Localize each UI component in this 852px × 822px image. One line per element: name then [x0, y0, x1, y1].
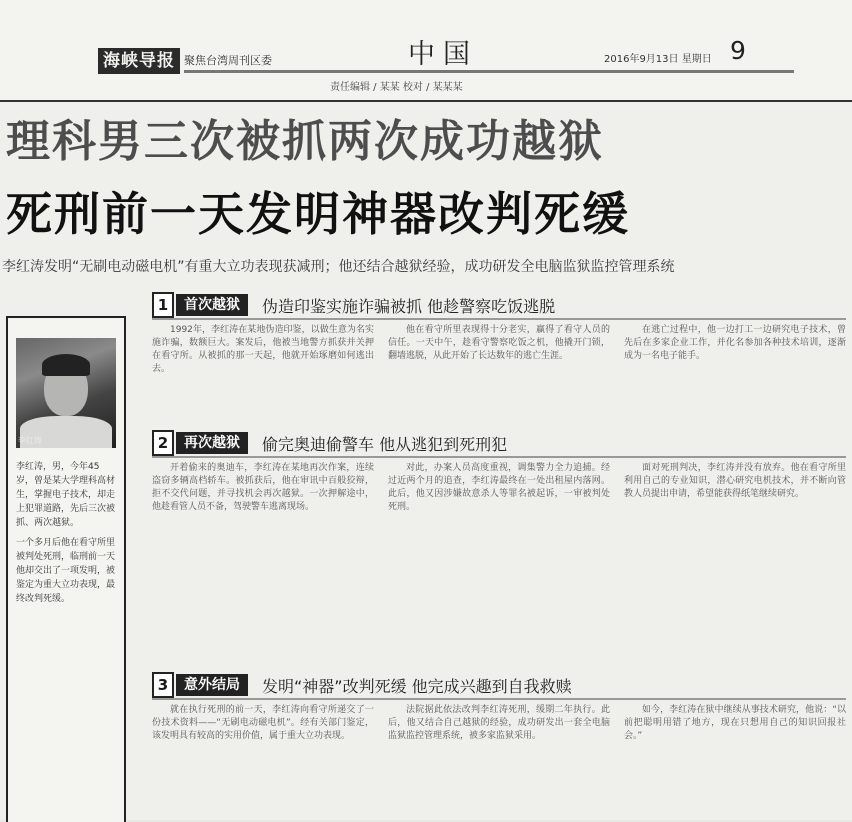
- paragraph: 对此，办案人员高度重视，调集警力全力追捕。经过近两个月的追查，李红涛最终在一处出租屋内落网。此后，他又因涉嫌故意杀人等罪名被起诉，一审被判处死刑。: [388, 463, 610, 512]
- paragraph: 就在执行死刑的前一天，李红涛向看守所递交了一份技术资料——“无刷电动磁电机”。经有关部门鉴定，该发明具有较高的实用价值，属于重大立功表现。: [152, 705, 374, 741]
- editor-credits: 责任编辑 / 某某 校对 / 某某某: [330, 82, 463, 93]
- masthead-rule: [184, 70, 794, 73]
- section-3-header: [152, 674, 572, 696]
- photo-caption: 李红涛: [18, 436, 42, 445]
- edition-label: 聚焦台湾周刊区委: [184, 54, 272, 67]
- sidebar-paragraph: 李红涛，男，今年45岁，曾是某大学理科高材生，掌握电子技术，却走上犯罪道路，先后三次被抓、两次越狱。: [16, 462, 116, 528]
- portrait-photo: [16, 338, 116, 448]
- section-1-body: [152, 324, 846, 420]
- text-column: [152, 324, 374, 420]
- section-divider: [152, 456, 846, 458]
- section-2-header: [152, 432, 507, 454]
- headline-deck: 李红涛发明“无刷电动磁电机”有重大立功表现获减刑；他还结合越狱经验，成功研发全电脑监狱监控管理系统: [2, 259, 675, 275]
- text-column: [624, 462, 846, 656]
- paragraph: 如今，李红涛在狱中继续从事技术研究，他说：“以前把聪明用错了地方，现在只想用自己的知识回报社会。”: [624, 705, 846, 741]
- text-column: [624, 324, 846, 420]
- paragraph: 法院据此依法改判李红涛死刑，缓期二年执行。此后，他又结合自己越狱的经验，成功研发出一套全电脑监狱监控管理系统，被多家监狱采用。: [388, 705, 610, 741]
- section-2-body: [152, 462, 846, 656]
- sidebar-text: [16, 460, 116, 612]
- text-column: [624, 704, 846, 820]
- headline-line-1: 理科男三次被抓两次成功越狱: [6, 116, 604, 167]
- paragraph: 他在看守所里表现得十分老实，赢得了看守人员的信任。一天中午，趁看守警察吃饭之机，他撬开门锁，翻墙逃脱，从此开始了长达数年的逃亡生涯。: [388, 325, 610, 361]
- section-number: 2: [152, 430, 174, 456]
- sidebar-column: [6, 316, 126, 822]
- photo-hair: [42, 354, 90, 376]
- paragraph: 在逃亡过程中，他一边打工一边研究电子技术，曾先后在多家企业工作，并化名参加各种技术培训，逐渐成为一名电子能手。: [624, 325, 846, 361]
- section-divider: [152, 318, 846, 320]
- masthead: [0, 0, 852, 102]
- section-divider: [152, 698, 846, 700]
- section-subtitle: 伪造印鉴实施诈骗被抓 他趁警察吃饭逃脱: [262, 296, 556, 316]
- section-tag: 再次越狱: [176, 432, 248, 454]
- section-subtitle: 偷完奥迪偷警车 他从逃犯到死刑犯: [262, 434, 508, 454]
- paragraph: 面对死刑判决，李红涛并没有放弃。他在看守所里利用自己的专业知识，潜心研究电机技术，并不断向管教人员提出申请，希望能获得纸笔继续研究。: [624, 463, 846, 499]
- section-1-header: [152, 294, 555, 316]
- headline-line-2: 死刑前一天发明神器改判死缓: [6, 187, 630, 241]
- text-column: [152, 704, 374, 820]
- section-number: 1: [152, 292, 174, 318]
- text-column: [388, 704, 610, 820]
- section-tag: 首次越狱: [176, 294, 248, 316]
- sidebar-paragraph: 一个多月后他在看守所里被判处死刑，临刑前一天他却交出了一项发明，被鉴定为重大立功表现，最终改判死缓。: [16, 538, 116, 604]
- section-title: 中国: [408, 39, 478, 70]
- section-subtitle: 发明“神器”改判死缓 他完成兴趣到自我救赎: [262, 676, 572, 696]
- paragraph: 1992年，李红涛在某地伪造印鉴，以做生意为名实施诈骗，数额巨大。案发后，他被当地警方抓获并关押在看守所。从被抓的那一天起，他就开始琢磨如何逃出去。: [152, 325, 374, 374]
- dateline: 2016年9月13日 星期日: [604, 54, 712, 65]
- section-number: 3: [152, 672, 174, 698]
- text-column: [152, 462, 374, 656]
- newspaper-logo: 海峡导报: [98, 48, 180, 74]
- paragraph: 开着偷来的奥迪车，李红涛在某地再次作案，连续盗窃多辆高档轿车。被抓获后，他在审讯中百般狡辩，拒不交代问题，并寻找机会再次越狱。一次押解途中，他趁看管人员不备，驾驶警车逃离现场。: [152, 463, 374, 512]
- text-column: [388, 462, 610, 656]
- page-number: 9: [730, 36, 746, 65]
- text-column: [388, 324, 610, 420]
- section-tag: 意外结局: [176, 674, 248, 696]
- section-3-body: [152, 704, 846, 820]
